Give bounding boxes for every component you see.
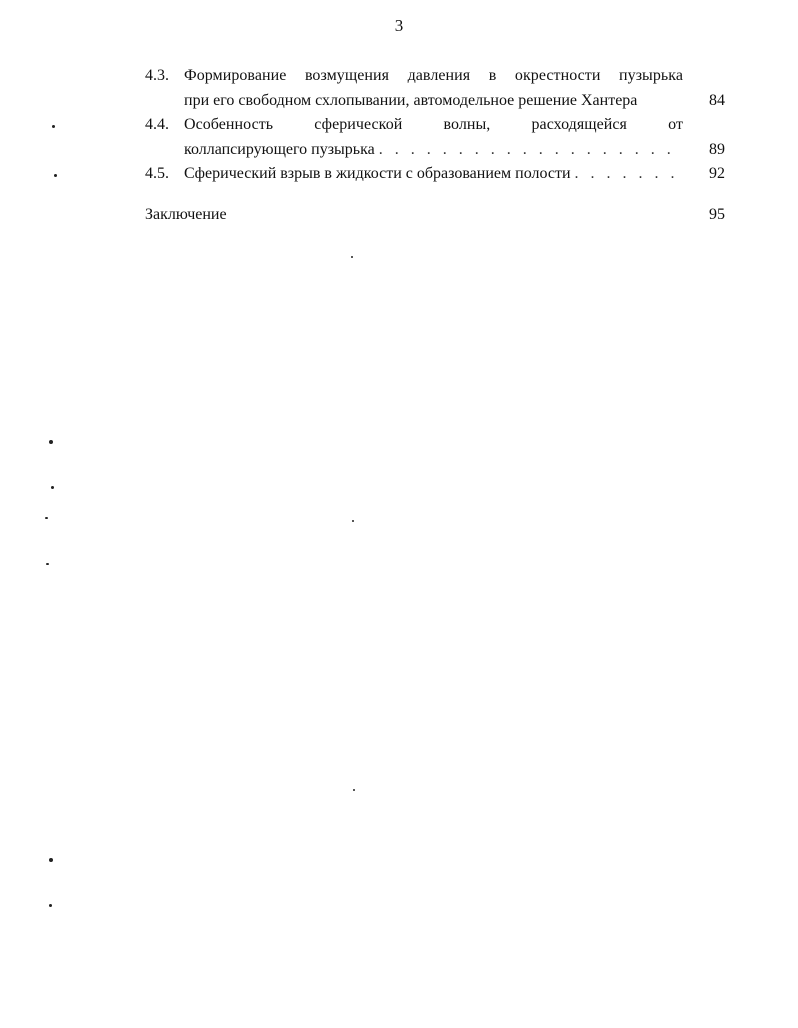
scan-speck	[352, 520, 354, 522]
toc-entry-number: 4.4.	[145, 116, 169, 133]
toc-entry-page	[683, 113, 725, 162]
toc-entry-line-last	[184, 138, 683, 163]
toc-entry-line-last	[184, 162, 683, 187]
toc-entry-line-last	[184, 89, 683, 114]
toc-entry-conclusion[interactable]	[145, 203, 725, 228]
toc-entry-title	[184, 162, 683, 187]
toc-entry-line: Особенность сферической волны, расходящейся от	[184, 116, 683, 133]
scan-speck	[49, 904, 52, 907]
scan-speck	[52, 125, 55, 128]
toc-entry-number: 4.3.	[145, 67, 169, 84]
table-of-contents	[145, 64, 725, 227]
toc-entry-line: Сферический взрыв в жидкости с образованием полости	[184, 165, 571, 182]
toc-entry-title: Заключение	[145, 205, 227, 223]
scan-speck	[353, 789, 355, 791]
toc-entry-4-3[interactable]	[145, 64, 725, 113]
scan-speck	[49, 858, 53, 862]
scan-speck	[51, 486, 54, 489]
scan-speck	[45, 517, 48, 519]
toc-entry-4-5[interactable]	[145, 162, 725, 187]
toc-entry-4-4[interactable]	[145, 113, 725, 162]
scan-speck	[54, 174, 57, 177]
toc-entry-line: коллапсирующего пузырька	[184, 140, 375, 158]
toc-entry-page	[683, 64, 725, 113]
toc-entry-page-number: 84	[709, 91, 725, 109]
page-number: 3	[394, 16, 404, 35]
toc-entry-page-number: 92	[709, 165, 725, 182]
scan-speck	[46, 563, 49, 565]
toc-entry-number: 4.5.	[145, 165, 169, 182]
toc-entry-page-number: 89	[709, 140, 725, 158]
toc-entry-title	[184, 113, 683, 162]
scan-speck	[49, 440, 53, 444]
toc-entry-title	[184, 64, 683, 113]
toc-entry-line: при его свободном схлопывании, автомодельное решение Хантера	[184, 91, 638, 109]
toc-entry-page	[683, 162, 725, 187]
dot-leader	[379, 138, 683, 163]
toc-entry-page-number: 95	[709, 205, 725, 223]
toc-entry-line: Формирование возмущения давления в окрестности пузырька	[184, 67, 683, 84]
dot-leader	[575, 162, 683, 187]
scan-speck	[351, 256, 353, 258]
